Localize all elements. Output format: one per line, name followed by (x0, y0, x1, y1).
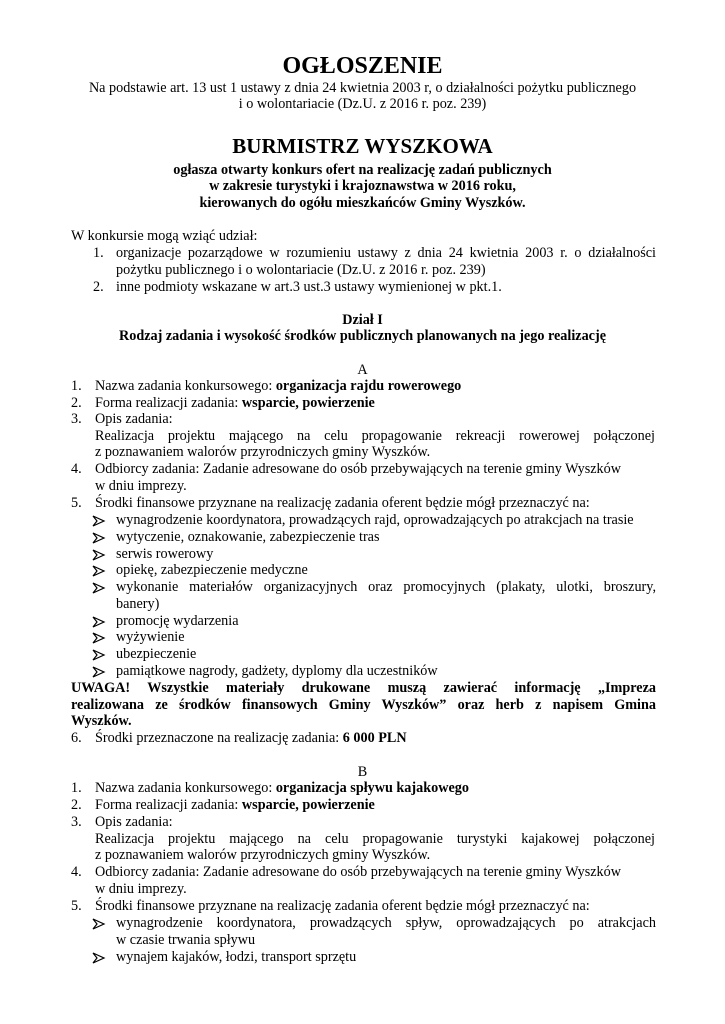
bullet-arrow-icon (92, 952, 106, 964)
task-name-value: organizacja rajdu rowerowego (275, 378, 462, 394)
section-subtitle: Rodzaj zadania i wysokość środków publicznych planowanych na jego realizację (118, 328, 606, 344)
bullet-arrow-icon (92, 632, 106, 644)
funds-bullet-item: pamiątkowe nagrody, gadżety, dyplomy dla uczestników (116, 663, 438, 679)
list-number: 1. (71, 780, 82, 796)
announcement-line1: ogłasza otwarty konkurs ofert na realizację zadań publicznych (173, 162, 552, 178)
warning-note: UWAGA! Wszystkie materiały drukowane muszą zawierać informację „Impreza (71, 680, 656, 696)
bullet-arrow-icon (92, 515, 106, 527)
eligibility-item-text: inne podmioty wskazane w art.3 ust.3 ustawy wymienionej w pkt.1. (116, 279, 502, 295)
funds-bullet-item-cont: banery) (116, 596, 160, 612)
announcement-line2: w zakresie turystyki i krajoznawstwa w 2016 roku, (209, 178, 516, 194)
task-funds-intro: Środki finansowe przyznane na realizację zadania oferent będzie mógł przeznaczyć na: (95, 898, 590, 914)
list-number: 2. (71, 797, 82, 813)
warning-note: Wyszków. (71, 713, 132, 729)
task-amount-label: Środki przeznaczone na realizację zadania: (95, 730, 343, 746)
task-name (95, 780, 469, 797)
task-amount-value: 6 000 PLN (342, 730, 407, 746)
task-form-label: Forma realizacji zadania: (95, 797, 242, 813)
task-recipients: w dniu imprezy. (95, 881, 187, 897)
funds-bullet-item: wyżywienie (116, 629, 185, 645)
funds-bullet-item: wynajem kajaków, łodzi, transport sprzętu (116, 949, 357, 965)
eligibility-item-text: pożytku publicznego i o wolontariacie (Dz.U. z 2016 r. poz. 239) (116, 262, 486, 278)
section-title: Dział I (342, 312, 383, 328)
task-description: z poznawaniem walorów przyrodniczych gminy Wyszków. (95, 847, 431, 863)
eligibility-item-text: organizacje pozarządowe w rozumieniu ustawy z dnia 24 kwietnia 2003 r. o działalności (116, 245, 656, 261)
funds-bullet-item: wynagrodzenie koordynatora, prowadzących spływ, oprowadzających po atrakcjach (116, 915, 656, 931)
bullet-arrow-icon (92, 918, 106, 930)
list-number: 4. (71, 864, 82, 880)
list-number: 2. (71, 395, 82, 411)
funds-bullet-item-cont: w czasie trwania spływu (116, 932, 256, 948)
warning-note: realizowana ze środków finansowych Gminy Wyszków” oraz herb z napisem Gmina (71, 697, 656, 713)
funds-bullet-item: opiekę, zabezpieczenie medyczne (116, 562, 308, 578)
task-recipients: Odbiorcy zadania: Zadanie adresowane do osób przebywających na terenie gminy Wyszków (95, 461, 621, 477)
task-recipients: w dniu imprezy. (95, 478, 187, 494)
task-name (95, 378, 461, 395)
task-description-label: Opis zadania: (95, 411, 173, 427)
bullet-arrow-icon (92, 532, 106, 544)
eligibility-item-number: 2. (93, 279, 104, 295)
legal-basis-line1: Na podstawie art. 13 ust 1 ustawy z dnia 24 kwietnia 2003 r, o działalności pożytku publicznego (88, 80, 637, 96)
bullet-arrow-icon (92, 582, 106, 594)
task-form-value: wsparcie, powierzenie (241, 797, 375, 813)
list-number: 6. (71, 730, 82, 746)
bullet-arrow-icon (92, 549, 106, 561)
task-name-value: organizacja spływu kajakowego (275, 780, 469, 796)
task-form (95, 797, 375, 814)
task-name-label: Nazwa zadania konkursowego: (95, 780, 276, 796)
task-description: Realizacja projektu mającego na celu propagowanie turystyki kajakowej połączonej (95, 831, 655, 847)
task-description: Realizacja projektu mającego na celu propagowanie rekreacji rowerowej połączonej (95, 428, 655, 444)
funds-bullet-item: wynagrodzenie koordynatora, prowadzących rajd, oprowadzających po atrakcjach na trasie (116, 512, 634, 528)
bullet-arrow-icon (92, 666, 106, 678)
task-description-label: Opis zadania: (95, 814, 173, 830)
task-amount (95, 730, 407, 747)
task-letter-a: A (357, 362, 368, 378)
list-number: 3. (71, 411, 82, 427)
task-form-label: Forma realizacji zadania: (95, 395, 242, 411)
list-number: 5. (71, 898, 82, 914)
list-number: 1. (71, 378, 82, 394)
bullet-arrow-icon (92, 616, 106, 628)
list-number: 3. (71, 814, 82, 830)
funds-bullet-item: wytyczenie, oznakowanie, zabezpieczenie tras (116, 529, 380, 545)
funds-bullet-item: promocję wydarzenia (116, 613, 239, 629)
document-title: OGŁOSZENIE (282, 53, 443, 79)
funds-bullet-item: wykonanie materiałów organizacyjnych oraz promocyjnych (plakaty, ulotki, broszury, (116, 579, 656, 595)
list-number: 5. (71, 495, 82, 511)
list-number: 4. (71, 461, 82, 477)
bullet-arrow-icon (92, 649, 106, 661)
legal-basis-line2: i o wolontariacie (Dz.U. z 2016 r. poz. 239) (238, 96, 487, 112)
task-form-value: wsparcie, powierzenie (241, 395, 375, 411)
task-form (95, 395, 375, 412)
task-description: z poznawaniem walorów przyrodniczych gminy Wyszków. (95, 444, 431, 460)
bullet-arrow-icon (92, 565, 106, 577)
announcement-line3: kierowanych do ogółu mieszkańców Gminy Wyszków. (199, 195, 526, 211)
task-name-label: Nazwa zadania konkursowego: (95, 378, 276, 394)
task-funds-intro: Środki finansowe przyznane na realizację zadania oferent będzie mógł przeznaczyć na: (95, 495, 590, 511)
task-letter-b: B (357, 764, 368, 780)
funds-bullet-item: ubezpieczenie (116, 646, 197, 662)
eligibility-item-number: 1. (93, 245, 104, 261)
authority-heading: BURMISTRZ WYSZKOWA (232, 134, 493, 158)
funds-bullet-item: serwis rowerowy (116, 546, 214, 562)
task-recipients: Odbiorcy zadania: Zadanie adresowane do osób przebywających na terenie gminy Wyszków (95, 864, 621, 880)
eligibility-intro: W konkursie mogą wziąć udział: (71, 228, 258, 244)
